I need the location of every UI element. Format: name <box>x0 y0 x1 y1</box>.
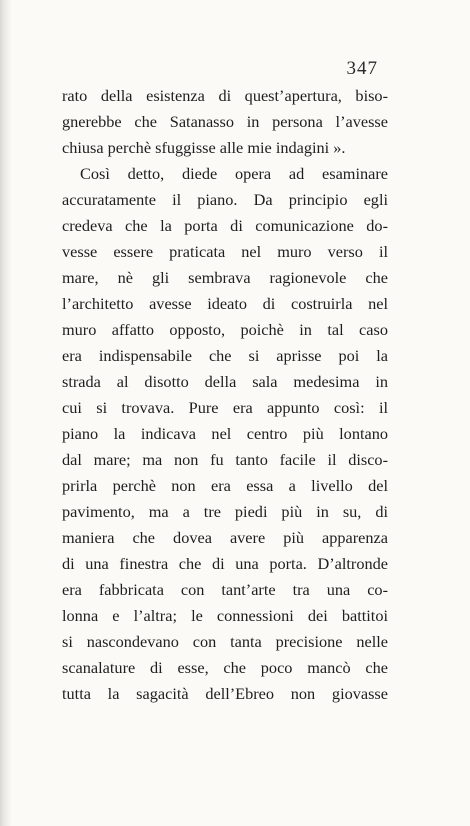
body-text <box>62 83 388 707</box>
page-number: 347 <box>346 58 378 79</box>
page-gutter-shadow <box>0 0 12 826</box>
text-line: gnerebbe che Satanasso in persona l’avesse <box>62 112 388 131</box>
text-line: rato della esistenza di quest’apertura, biso- <box>62 86 388 105</box>
text-line: chiusa perchè sfuggisse alle mie indagini ». <box>62 138 346 157</box>
text-line: credeva che la porta di comunicazione do- <box>62 216 388 235</box>
text-line: muro affatto opposto, poichè in tal caso <box>62 320 388 339</box>
text-line: accuratamente il piano. Da principio egli <box>62 190 388 209</box>
text-line: tutta la sagacità dell’Ebreo non giovasse <box>62 684 388 703</box>
text-line: dal mare; ma non fu tanto facile il disco- <box>62 450 388 469</box>
text-line: di una finestra che di una porta. D’altronde <box>62 554 388 573</box>
text-line: maniera che dovea avere più apparenza <box>62 528 388 547</box>
text-line: vesse essere praticata nel muro verso il <box>62 242 388 261</box>
text-line: piano la indicava nel centro più lontano <box>62 424 388 443</box>
text-line: strada al disotto della sala medesima in <box>62 372 388 391</box>
text-line: prirla perchè non era essa a livello del <box>62 476 388 495</box>
text-line: era fabbricata con tant’arte tra una co- <box>62 580 388 599</box>
text-line: si nascondevano con tanta precisione nelle <box>62 632 388 651</box>
text-line: lonna e l’altra; le connessioni dei battitoi <box>62 606 388 625</box>
text-line: Così detto, diede opera ad esaminare <box>80 164 388 183</box>
text-line: scanalature di esse, che poco mancò che <box>62 658 388 677</box>
text-line: cui si trovava. Pure era appunto così: il <box>62 398 388 417</box>
text-line: pavimento, ma a tre piedi più in su, di <box>62 502 388 521</box>
text-line: era indispensabile che si aprisse poi la <box>62 346 388 365</box>
text-line: l’architetto avesse ideato di costruirla nel <box>62 294 388 313</box>
text-line: mare, nè gli sembrava ragionevole che <box>62 268 388 287</box>
